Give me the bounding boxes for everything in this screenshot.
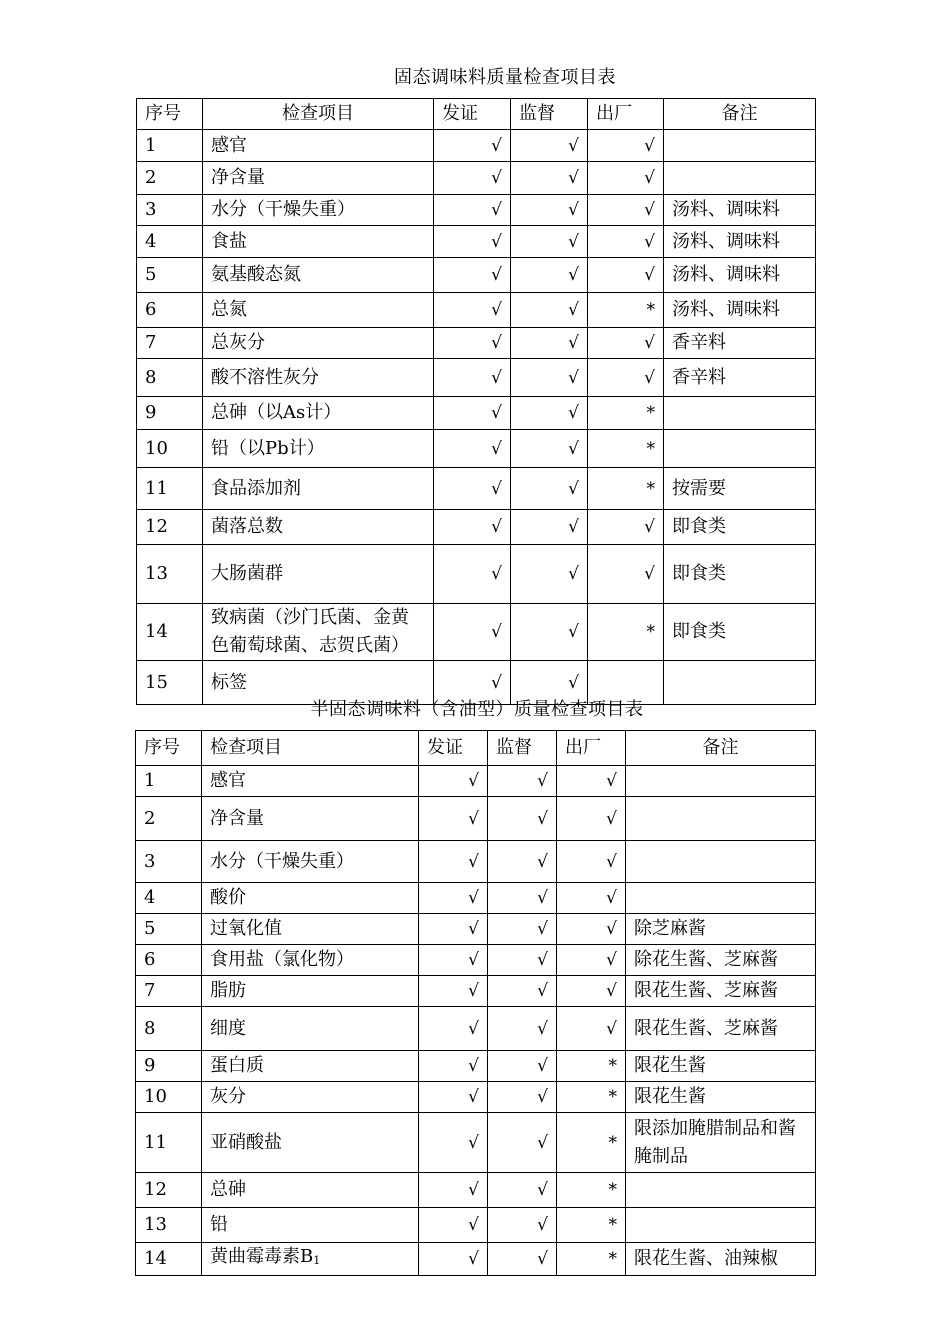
table-row [137,359,816,397]
cell-supervise: √ [511,397,588,430]
cell-supervise: √ [488,945,557,976]
cell-remark: 限花生酱、芝麻酱 [626,976,816,1007]
cell-issue: √ [419,841,488,883]
cell-factory: √ [557,976,626,1007]
table-row [136,883,816,914]
cell-issue: √ [434,661,511,705]
cell-factory: √ [557,945,626,976]
cell-supervise: √ [488,883,557,914]
cell-item: 感官 [202,766,419,797]
cell-factory: * [557,1173,626,1208]
cell-issue: √ [419,1113,488,1173]
header-factory: 出厂 [557,731,626,766]
table2 [135,730,816,1276]
cell-item: 总氮 [203,293,434,328]
cell-supervise: √ [488,797,557,841]
cell-remark: 除芝麻酱 [626,914,816,945]
cell-seq: 6 [137,293,203,328]
table-row [136,914,816,945]
header-remark: 备注 [664,99,816,130]
cell-issue: √ [434,468,511,510]
cell-factory: * [588,604,664,661]
cell-seq: 11 [136,1113,202,1173]
cell-factory: √ [588,258,664,293]
cell-item: 水分（干燥失重） [202,841,419,883]
cell-item: 过氧化值 [202,914,419,945]
cell-supervise: √ [511,258,588,293]
cell-item: 总灰分 [203,328,434,359]
cell-seq: 3 [137,195,203,226]
cell-remark: 香辛料 [664,328,816,359]
header-factory: 出厂 [588,99,664,130]
cell-issue: √ [434,397,511,430]
cell-issue: √ [434,510,511,545]
cell-factory: * [557,1208,626,1243]
cell-seq: 12 [136,1173,202,1208]
table-row [137,604,816,661]
cell-remark: 限花生酱、油辣椒 [626,1243,816,1276]
cell-issue: √ [434,162,511,195]
cell-item: 铅 [202,1208,419,1243]
cell-issue: √ [434,258,511,293]
cell-remark: 即食类 [664,604,816,661]
cell-seq: 7 [137,328,203,359]
table2-title: 半固态调味料（含油型）质量检查项目表 [310,699,644,720]
table-row [137,328,816,359]
cell-item: 酸价 [202,883,419,914]
table-row [136,1173,816,1208]
cell-supervise: √ [488,1082,557,1113]
cell-remark [664,162,816,195]
cell-seq: 12 [137,510,203,545]
cell-seq: 14 [136,1243,202,1276]
header-remark: 备注 [626,731,816,766]
cell-factory: √ [588,195,664,226]
header-issue: 发证 [419,731,488,766]
cell-supervise: √ [488,1007,557,1051]
cell-supervise: √ [511,468,588,510]
table-row [136,841,816,883]
cell-seq: 11 [137,468,203,510]
cell-supervise: √ [511,130,588,162]
cell-supervise: √ [488,1113,557,1173]
table-row [137,661,816,705]
header-item: 检查项目 [202,731,419,766]
header-row [137,99,816,130]
cell-seq: 8 [136,1007,202,1051]
cell-seq: 2 [137,162,203,195]
cell-item: 水分（干燥失重） [203,195,434,226]
cell-remark [626,797,816,841]
cell-remark [664,130,816,162]
cell-supervise: √ [511,226,588,258]
cell-factory: * [557,1243,626,1276]
table1-title: 固态调味料质量检查项目表 [394,67,616,88]
cell-factory: √ [557,883,626,914]
table-row [136,1243,816,1276]
cell-factory: √ [557,841,626,883]
cell-factory: √ [557,766,626,797]
cell-issue: √ [419,945,488,976]
item-subscript: 1 [313,1254,321,1267]
cell-issue: √ [419,766,488,797]
cell-remark: 限添加腌腊制品和酱腌制品 [626,1113,816,1173]
cell-issue: √ [419,976,488,1007]
cell-remark: 汤料、调味料 [664,293,816,328]
cell-remark [664,397,816,430]
cell-factory: √ [588,328,664,359]
cell-supervise: √ [488,841,557,883]
cell-supervise: √ [511,545,588,604]
cell-seq: 4 [137,226,203,258]
header-item: 检查项目 [203,99,434,130]
cell-factory: * [588,468,664,510]
table-row [137,258,816,293]
header-supervise: 监督 [488,731,557,766]
cell-factory: * [588,430,664,468]
cell-seq: 6 [136,945,202,976]
cell-seq: 10 [136,1082,202,1113]
cell-factory [588,661,664,705]
cell-remark: 即食类 [664,545,816,604]
cell-item: 净含量 [203,162,434,195]
cell-factory: √ [588,510,664,545]
cell-item: 菌落总数 [203,510,434,545]
cell-issue: √ [419,914,488,945]
cell-remark: 汤料、调味料 [664,258,816,293]
cell-remark [626,883,816,914]
cell-supervise: √ [511,430,588,468]
cell-seq: 14 [137,604,203,661]
cell-seq: 9 [137,397,203,430]
table-row [136,1007,816,1051]
cell-item: 食用盐（氯化物） [202,945,419,976]
cell-remark [626,1173,816,1208]
table-row [137,510,816,545]
cell-supervise: √ [488,1208,557,1243]
cell-remark: 汤料、调味料 [664,195,816,226]
cell-seq: 2 [136,797,202,841]
cell-remark [664,430,816,468]
cell-remark: 除花生酱、芝麻酱 [626,945,816,976]
cell-remark: 限花生酱 [626,1051,816,1082]
cell-supervise: √ [488,976,557,1007]
item-text: 黄曲霉毒素B [210,1246,314,1267]
cell-issue: √ [434,293,511,328]
cell-seq: 10 [137,430,203,468]
cell-item [202,1243,419,1276]
table-row [136,797,816,841]
cell-item: 食盐 [203,226,434,258]
cell-item: 感官 [203,130,434,162]
cell-issue: √ [434,604,511,661]
cell-supervise: √ [488,1051,557,1082]
cell-item: 酸不溶性灰分 [203,359,434,397]
cell-issue: √ [434,545,511,604]
table-row [137,226,816,258]
cell-supervise: √ [511,162,588,195]
cell-item: 致病菌（沙门氏菌、金黄色葡萄球菌、志贺氏菌） [203,604,434,661]
cell-issue: √ [419,1208,488,1243]
table-row [136,945,816,976]
cell-factory: √ [557,797,626,841]
cell-remark: 限花生酱 [626,1082,816,1113]
table-row [136,1113,816,1173]
cell-factory: √ [588,130,664,162]
cell-remark: 即食类 [664,510,816,545]
cell-supervise: √ [488,914,557,945]
cell-factory: * [588,293,664,328]
cell-seq: 15 [137,661,203,705]
header-row [136,731,816,766]
cell-factory: √ [588,545,664,604]
cell-factory: √ [557,1007,626,1051]
cell-item: 净含量 [202,797,419,841]
cell-seq: 9 [136,1051,202,1082]
cell-item: 灰分 [202,1082,419,1113]
table-row [137,397,816,430]
cell-item: 蛋白质 [202,1051,419,1082]
cell-supervise: √ [488,1173,557,1208]
cell-seq: 13 [136,1208,202,1243]
cell-seq: 1 [137,130,203,162]
cell-supervise: √ [488,1243,557,1276]
cell-factory: √ [588,226,664,258]
cell-remark [664,661,816,705]
cell-issue: √ [419,1007,488,1051]
cell-item: 标签 [203,661,434,705]
cell-issue: √ [434,226,511,258]
cell-remark: 按需要 [664,468,816,510]
table-row [136,1051,816,1082]
header-seq: 序号 [136,731,202,766]
table-row [137,293,816,328]
cell-item: 氨基酸态氮 [203,258,434,293]
cell-seq: 3 [136,841,202,883]
cell-issue: √ [434,130,511,162]
cell-factory: √ [557,914,626,945]
cell-supervise: √ [511,359,588,397]
cell-item: 铅（以Pb计） [203,430,434,468]
cell-supervise: √ [511,328,588,359]
cell-item: 总砷（以As计） [203,397,434,430]
cell-remark [626,1208,816,1243]
cell-issue: √ [419,883,488,914]
table-row [136,1082,816,1113]
cell-factory: * [557,1113,626,1173]
table-row [137,195,816,226]
cell-issue: √ [434,328,511,359]
table-row [137,545,816,604]
cell-item: 总砷 [202,1173,419,1208]
cell-supervise: √ [511,510,588,545]
cell-item: 亚硝酸盐 [202,1113,419,1173]
cell-seq: 13 [137,545,203,604]
cell-supervise: √ [511,604,588,661]
cell-issue: √ [434,195,511,226]
cell-issue: √ [419,1082,488,1113]
cell-factory: * [588,397,664,430]
cell-seq: 4 [136,883,202,914]
cell-remark [626,766,816,797]
cell-remark: 香辛料 [664,359,816,397]
cell-seq: 1 [136,766,202,797]
cell-item: 大肠菌群 [203,545,434,604]
header-supervise: 监督 [511,99,588,130]
cell-remark: 汤料、调味料 [664,226,816,258]
cell-factory: * [557,1051,626,1082]
table-row [137,468,816,510]
header-issue: 发证 [434,99,511,130]
cell-factory: * [557,1082,626,1113]
cell-remark [626,841,816,883]
table1 [136,98,816,705]
cell-supervise: √ [511,293,588,328]
cell-seq: 5 [137,258,203,293]
cell-factory: √ [588,162,664,195]
cell-issue: √ [419,1173,488,1208]
table-row [137,130,816,162]
cell-item: 食品添加剂 [203,468,434,510]
cell-issue: √ [434,430,511,468]
cell-supervise: √ [511,195,588,226]
cell-item: 脂肪 [202,976,419,1007]
cell-issue: √ [419,1051,488,1082]
cell-seq: 5 [136,914,202,945]
cell-item: 细度 [202,1007,419,1051]
cell-supervise: √ [488,766,557,797]
table-row [137,430,816,468]
cell-issue: √ [419,1243,488,1276]
table-row [136,976,816,1007]
table-row [136,766,816,797]
cell-factory: √ [588,359,664,397]
header-seq: 序号 [137,99,203,130]
cell-issue: √ [419,797,488,841]
cell-supervise: √ [511,661,588,705]
cell-seq: 7 [136,976,202,1007]
table-row [137,162,816,195]
cell-remark: 限花生酱、芝麻酱 [626,1007,816,1051]
cell-seq: 8 [137,359,203,397]
table-row [136,1208,816,1243]
cell-issue: √ [434,359,511,397]
